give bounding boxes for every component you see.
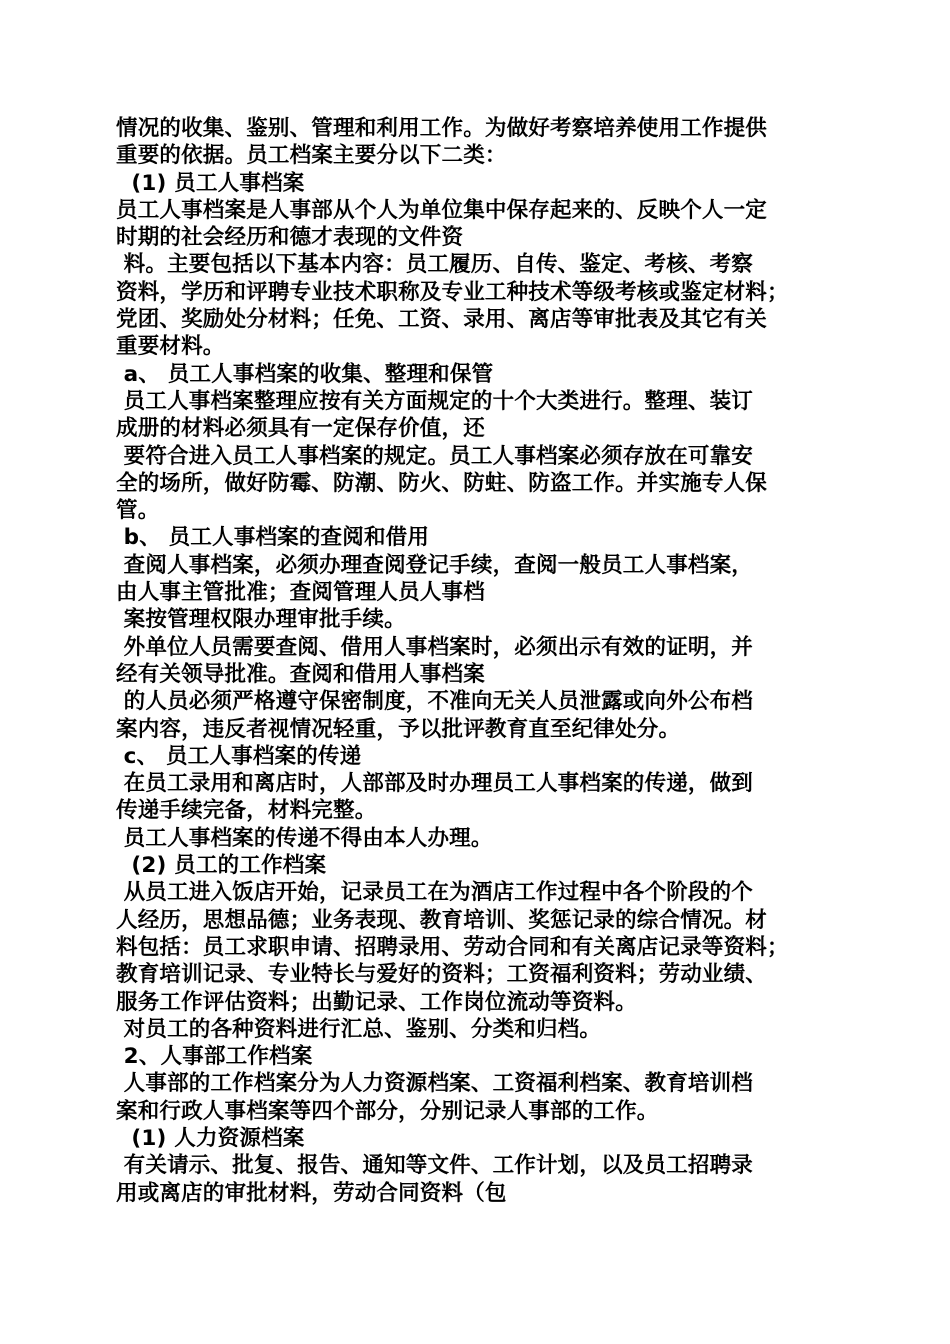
section-heading: (1) 员工人事档案: [116, 170, 305, 196]
body-line: 党团、奖励处分材料；任免、工资、录用、离店等审批表及其它有关: [116, 307, 768, 333]
body-line: 案和行政人事档案等四个部分，分别记录人事部的工作。: [116, 1098, 659, 1124]
body-line: 情况的收集、鉴别、管理和利用工作。为做好考察培养使用工作提供: [116, 116, 768, 141]
subsection-heading: b、 员工人事档案的查阅和借用: [116, 525, 430, 551]
body-line: 时期的社会经历和德才表现的文件资: [116, 225, 464, 251]
body-line: 外单位人员需要查阅、借用人事档案时，必须出示有效的证明，并: [116, 634, 753, 660]
body-line: 资料，学历和评聘专业技术职称及专业工种技术等级考核或鉴定材料；: [116, 279, 789, 305]
section-heading: (1) 人力资源档案: [116, 1125, 305, 1151]
body-line: 重要材料。: [116, 334, 225, 360]
body-line: 经有关领导批准。查阅和借用人事档案: [116, 661, 485, 687]
body-line: 用或离店的审批材料，劳动合同资料（包: [116, 1180, 507, 1206]
body-line: 由人事主管批准；查阅管理人员人事档: [116, 580, 485, 606]
body-line: 管。: [116, 498, 160, 524]
body-line: 教育培训记录、专业特长与爱好的资料；工资福利资料；劳动业绩、: [116, 962, 768, 988]
body-line: 重要的依据。员工档案主要分以下二类：: [116, 143, 507, 169]
body-line: 查阅人事档案，必须办理查阅登记手续，查阅一般员工人事档案，: [116, 552, 753, 578]
body-line: 成册的材料必须具有一定保存价值，还: [116, 416, 485, 442]
body-line: 员工人事档案的传递不得由本人办理。: [116, 825, 493, 851]
body-line: 服务工作评估资料；出勤记录、工作岗位流动等资料。: [116, 989, 637, 1015]
body-line: 从员工进入饭店开始，记录员工在为酒店工作过程中各个阶段的个: [116, 880, 753, 906]
body-line: 人事部的工作档案分为人力资源档案、工资福利档案、教育培训档: [116, 1071, 753, 1097]
body-line: 全的场所，做好防霉、防潮、防火、防蛀、防盗工作。并实施专人保: [116, 470, 768, 496]
body-line: 传递手续完备，材料完整。: [116, 798, 377, 824]
subsection-heading: c、 员工人事档案的传递: [116, 743, 362, 769]
body-line: 料包括：员工求职申请、招聘录用、劳动合同和有关离店记录等资料；: [116, 934, 789, 960]
body-line: 案按管理权限办理审批手续。: [116, 607, 406, 633]
body-line: 对员工的各种资料进行汇总、鉴别、分类和归档。: [116, 1016, 602, 1042]
body-line: 料。主要包括以下基本内容：员工履历、自传、鉴定、考核、考察: [116, 252, 753, 278]
body-line: 有关请示、批复、报告、通知等文件、工作计划，以及员工招聘录: [116, 1153, 753, 1179]
body-line: 员工人事档案整理应按有关方面规定的十个大类进行。整理、装订: [116, 388, 753, 414]
body-line: 要符合进入员工人事档案的规定。员工人事档案必须存放在可靠安: [116, 443, 753, 469]
subsection-heading: a、 员工人事档案的收集、整理和保管: [116, 361, 494, 387]
body-line: 案内容，违反者视情况轻重，予以批评教育直至纪律处分。: [116, 716, 681, 742]
body-line: 人经历，思想品德；业务表现、教育培训、奖惩记录的综合情况。材: [116, 907, 768, 933]
body-line: 在员工录用和离店时，人部部及时办理员工人事档案的传递，做到: [116, 771, 753, 797]
body-line: 的人员必须严格遵守保密制度，不准向无关人员泄露或向外公布档: [116, 689, 753, 715]
body-line: 员工人事档案是人事部从个人为单位集中保存起来的、反映个人一定: [116, 197, 768, 223]
section-heading: (2) 员工的工作档案: [116, 853, 327, 879]
document-body: [116, 115, 856, 1207]
section-heading: 2、人事部工作档案: [116, 1044, 313, 1070]
